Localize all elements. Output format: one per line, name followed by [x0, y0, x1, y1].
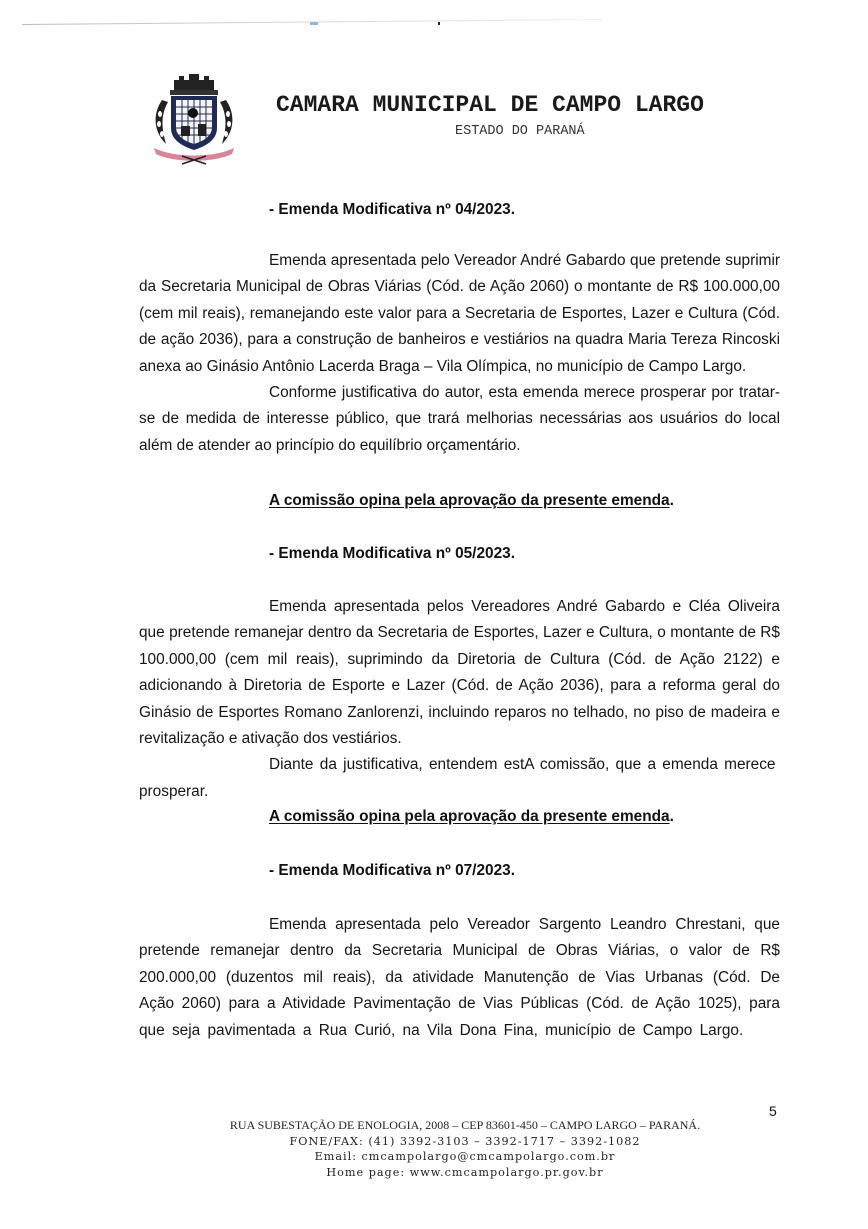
verdict-text: A comissão opina pela aprovação da presente emenda — [269, 808, 670, 825]
amendment-paragraph: Emenda apresentada pelos Vereadores André Gabardo e Cléa Oliveira que pretende remanejar dentro da Secretaria de Esportes, Lazer e Cultura, o montante de R$ 100.000,00 (cem mil reais), suprimindo da Diretoria de Cultura (Cód. de Ação 2122) e adicionando à Diretoria de Esporte e Lazer (Cód. de Ação 2036), para a reforma geral do Ginásio de Esportes Romano Zanlorenzi, incluindo reparos no telhado, no piso de madeira e revitalização e ativação dos vestiários. — [139, 598, 780, 748]
municipal-coat-of-arms-icon — [148, 70, 240, 165]
verdict-period: . — [669, 492, 674, 509]
justification-paragraph: Conforme justificativa do autor, esta emenda merece prosperar por tratar-se de medida de interesse público, que trará melhorias necessárias aos usuários do local além de atender ao princípio do equilíbrio orçamentário. — [139, 384, 780, 454]
amendment-heading: - Emenda Modificativa nº 07/2023. — [269, 862, 515, 879]
footer-address: RUA SUBESTAÇÃO DE ENOLOGIA, 2008 – CEP 83601-450 – CAMPO LARGO – PARANÁ. — [229, 1118, 701, 1132]
verdict-period: . — [669, 808, 674, 825]
justification-paragraph: Diante da justificativa, entendem estA comissão, que a emenda merece prosperar. — [139, 756, 776, 800]
amendment-heading: - Emenda Modificativa nº 05/2023. — [269, 545, 515, 562]
amendment-paragraph: Emenda apresentada pelo Vereador Sargento Leandro Chrestani, que pretende remanejar dentro da Secretaria Municipal de Obras Viárias, o valor de R$ 200.000,00 (duzentos mil reais), da atividade Manutenção de Vias Urbanas (Cód. De Ação 2060) para a Atividade Pavimentação de Vias Públicas (Cód. de Ação 1025), para que seja pavimentada a Rua Curió, na Vila Dona Fina, município de Campo Largo. — [139, 916, 780, 1039]
committee-verdict — [269, 492, 674, 510]
page-footer — [200, 1118, 730, 1180]
amendment-paragraph: Emenda apresentada pelo Vereador André Gabardo que pretende suprimir da Secretaria Municipal de Obras Viárias (Cód. de Ação 2060) o montante de R$ 100.000,00 (cem mil reais), remanejando este valor para a Secretaria de Esportes, Lazer e Cultura (Cód. de ação 2036), para a construção de banheiros e vestiários na quadra Maria Tereza Rincoski anexa ao Ginásio Antônio Lacerda Braga – Vila Olímpica, no município de Campo Largo. — [139, 252, 780, 375]
footer-phone: FONE/FAX: (41) 3392-3103 – 3392-1717 – 3392-1082 — [289, 1134, 641, 1148]
footer-homepage: Home page: www.cmcampolargo.pr.gov.br — [326, 1165, 604, 1179]
scan-artifact-mark — [310, 22, 318, 25]
amendment-body — [139, 594, 780, 805]
amendment-heading: - Emenda Modificativa nº 04/2023. — [269, 201, 515, 218]
verdict-text: A comissão opina pela aprovação da presente emenda — [269, 492, 670, 509]
institution-subtitle: ESTADO DO PARANÁ — [455, 124, 585, 139]
amendment-body — [139, 912, 780, 1044]
scan-artifact-dot — [438, 22, 440, 25]
amendment-body — [139, 248, 780, 459]
footer-email: Email: cmcampolargo@cmcampolargo.com.br — [314, 1150, 616, 1163]
page-number: 5 — [769, 1103, 777, 1119]
committee-verdict — [269, 808, 674, 826]
institution-title: CAMARA MUNICIPAL DE CAMPO LARGO — [276, 92, 704, 118]
